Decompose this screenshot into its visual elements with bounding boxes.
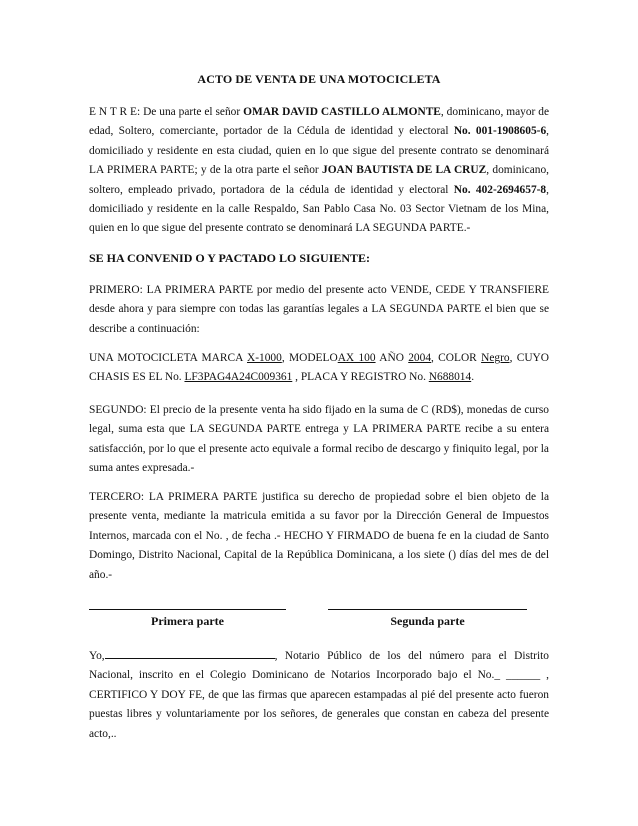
notary-paragraph <box>89 647 549 744</box>
moto-chassis: LF3PAG4A24C009361 <box>184 371 293 384</box>
first-party-label: Primera parte <box>151 614 224 628</box>
moto-color: Negro <box>481 352 510 364</box>
moto-text-5: , CUYO CHASIS ES EL No. <box>89 352 549 384</box>
parties-text-4: , dominicano, soltero, empleado privado, portadora de la cédula de identidad y electoral <box>89 164 549 196</box>
buyer-name: JOAN BAUTISTA DE LA CRUZ <box>322 164 487 177</box>
notary-text-2: , Notario Público de los del número para el Distrito Nacional, inscrito en el Colegio Dominicano de Notarios Incorporado bajo el No. <box>89 650 549 682</box>
parties-text-3: , domiciliado y residente en esta ciudad, quien en lo que sigue del presente contrato se denominará LA PRIMERA PARTE; y de la otra parte el señor <box>89 125 549 177</box>
second-party-label: Segunda parte <box>390 614 465 628</box>
clause-primero: PRIMERO: LA PRIMERA PARTE por medio del presente acto VENDE, CEDE Y TRANSFIERE desde ahora y para siempre con todas las garantías legales a LA SEGUNDA PARTE el bien que se describe a continuación: <box>89 284 549 335</box>
agreement-heading: SE HA CONVENID O Y PACTADO LO SIGUIENTE: <box>89 251 371 265</box>
moto-year: 2004 <box>408 352 432 364</box>
parties-text-1: E N T R E: De una parte el señor <box>89 106 244 118</box>
moto-text-4: , COLOR <box>431 352 482 364</box>
moto-text-1: UNA MOTOCICLETA MARCA <box>89 352 247 364</box>
first-party-signature-line <box>89 609 286 610</box>
moto-text-2: , MODELO <box>281 352 338 364</box>
seller-name: OMAR DAVID CASTILLO ALMONTE <box>243 106 441 118</box>
notary-number-blank: _ ______ , <box>494 669 549 682</box>
motorcycle-description <box>89 349 549 388</box>
moto-plate: N688014 <box>428 371 472 384</box>
notary-text-4: CERTIFICO Y DOY FE, de que las firmas que aparecen estampadas al pié del presente acto fueron puestas libres y voluntariamente por los señores, de generales que constan en cabeza del presente acto,.. <box>89 688 549 740</box>
moto-text-3: AÑO <box>375 352 409 364</box>
moto-text-7: . <box>471 371 475 384</box>
moto-brand: X-1000 <box>247 352 282 364</box>
moto-model: AX 100 <box>337 352 376 364</box>
moto-text-6: , PLACA Y REGISTRO No. <box>292 371 429 384</box>
notary-name-blank <box>105 648 275 659</box>
clause-tercero: TERCERO: LA PRIMERA PARTE justifica su derecho de propiedad sobre el bien objeto de la presente venta, mediante la matricula emitida a su favor por la Dirección General de Impuestos Internos, marcada con el No. , de fecha .- HECHO Y FIRMADO de buena fe en la ciudad de Santo Domingo, Distrito Nacional, Capital de la República Dominicana, a los siete () días del mes de del año.- <box>89 491 549 581</box>
parties-text-5: , domiciliado y residente en la calle Respaldo, San Pablo Casa No. 03 Sector Vietnam de los Mina, quien en lo que sigue del presente contrato se denominará LA SEGUNDA PARTE.- <box>89 183 549 235</box>
buyer-id: No. 402-2694657-8 <box>453 183 547 196</box>
clause-segundo: SEGUNDO: El precio de la presente venta ha sido fijado en la suma de C (RD$), monedas de curso legal, suma esta que LA SEGUNDA PARTE entrega y LA PRIMERA PARTE recibe a su entera satisfacción, por lo que el presente acto equivale a formal recibo de descargo y finiquito legal, por la suma antes expresada.- <box>89 404 549 475</box>
parties-text-2: , dominicano, mayor de edad, Soltero, comerciante, portador de la Cédula de identidad y electoral <box>89 106 550 138</box>
second-party-signature-line <box>328 609 527 610</box>
parties-paragraph <box>89 103 549 239</box>
document-title: ACTO DE VENTA DE UNA MOTOCICLETA <box>197 72 441 86</box>
notary-text-1: Yo, <box>89 650 105 662</box>
seller-id: No. 001-1908605-6 <box>453 125 547 138</box>
